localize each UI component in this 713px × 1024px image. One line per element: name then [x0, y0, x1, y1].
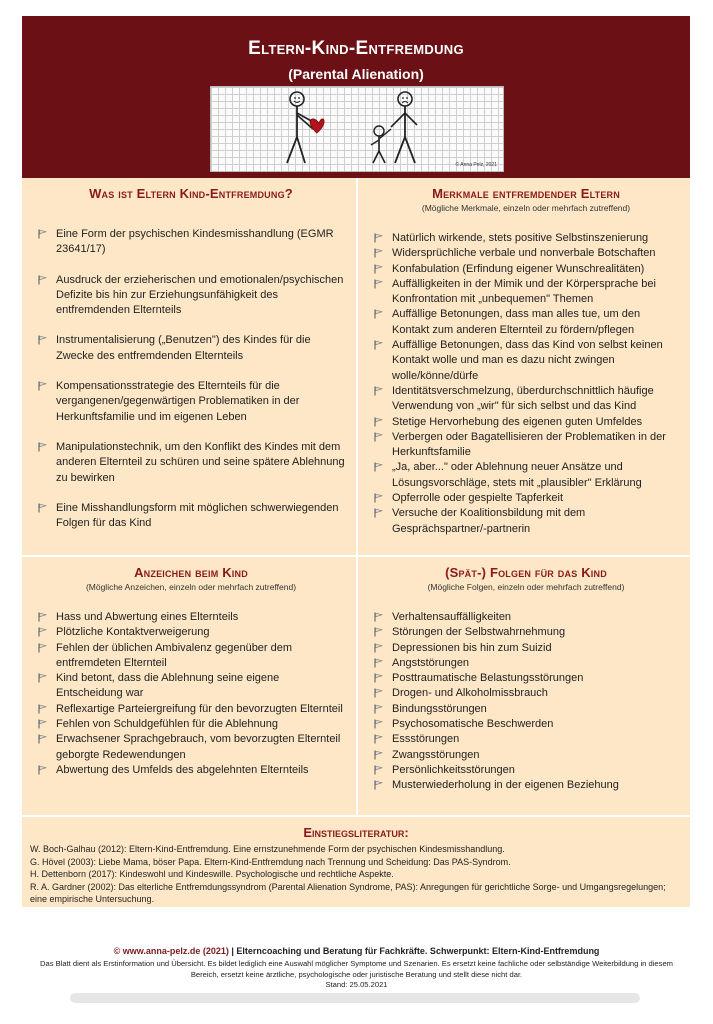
list-item: Posttraumatische Belastungsstörungen: [372, 671, 680, 686]
flag-bullet-icon: [38, 734, 47, 744]
flag-bullet-icon: [374, 264, 383, 274]
list-item: Persönlichkeitsstörungen: [372, 763, 680, 778]
flag-bullet-icon: [374, 417, 383, 427]
list-item: Identitätsverschmelzung, überdurchschnittlich häufige Verwendung von „wir" für sich selbst und das Kind: [372, 384, 680, 415]
list-item: Auffälligkeiten in der Mimik und der Körpersprache bei Konfrontation mit „unbequemen" Themen: [372, 277, 680, 308]
section-note: (Mögliche Folgen, einzeln oder mehrfach zutreffend): [427, 582, 625, 592]
list-item: Musterwiederholung in der eigenen Beziehung: [372, 778, 680, 793]
was-ist-list: [36, 227, 346, 531]
flag-bullet-icon: [38, 612, 47, 622]
section-merkmale: [356, 178, 690, 555]
illustration-credit: © Anna Pelz, 2021: [455, 162, 497, 168]
flag-bullet-icon: [38, 765, 47, 775]
list-item: Psychosomatische Beschwerden: [372, 717, 680, 732]
flag-bullet-icon: [374, 750, 383, 760]
list-item: Manipulationstechnik, um den Konflikt des Kindes mit dem anderen Elternteil zu schüren und seine spätere Ablehnung zu bewirken: [36, 440, 346, 486]
flag-bullet-icon: [374, 386, 383, 396]
list-item: Auffällige Betonungen, dass man alles tue, um den Kontakt zum anderen Elternteil zu fördern/pflegen: [372, 307, 680, 338]
merkmale-list: [372, 231, 680, 537]
flag-bullet-icon: [374, 508, 383, 518]
list-item: „Ja, aber..." oder Ablehnung neuer Ansätze und Lösungsvorschläge, stets mit „plausibler" Erklärung: [372, 460, 680, 491]
flag-bullet-icon: [374, 432, 383, 442]
flag-bullet-icon: [38, 503, 47, 513]
flag-bullet-icon: [38, 229, 47, 239]
anzeichen-list: [36, 610, 346, 778]
list-item: Stetige Hervorhebung des eigenen guten Umfeldes: [372, 415, 680, 430]
list-item: Verhaltensauffälligkeiten: [372, 610, 680, 625]
content-grid: [22, 178, 690, 815]
footer-date: Stand: 25.05.2021: [325, 980, 388, 989]
footer-site-link[interactable]: © www.anna-pelz.de (2021): [113, 946, 229, 956]
page-title: Eltern-Kind-Entfremdung: [248, 38, 464, 59]
flag-bullet-icon: [374, 643, 383, 653]
list-item: Konfabulation (Erfindung eigener Wunschrealitäten): [372, 262, 680, 277]
list-item: Verbergen oder Bagatellisieren der Problematiken in der Herkunftsfamilie: [372, 430, 680, 461]
flag-bullet-icon: [374, 704, 383, 714]
flag-bullet-icon: [374, 233, 383, 243]
list-item: Auffällige Betonungen, dass das Kind von selbst keinen Kontakt wolle und man es dazu nicht zwingen wolle/könne/dürfe: [372, 338, 680, 384]
list-item: Abwertung des Umfelds des abgelehnten Elternteils: [36, 763, 346, 778]
flag-bullet-icon: [374, 248, 383, 258]
flag-bullet-icon: [38, 627, 47, 637]
list-item: Hass und Abwertung eines Elternteils: [36, 610, 346, 625]
section-title: (Spät-) Folgen für das Kind: [445, 565, 607, 580]
list-item: Widersprüchliche verbale und nonverbale Botschaften: [372, 246, 680, 261]
list-item: Fehlen von Schuldgefühlen für die Ablehnung: [36, 717, 346, 732]
flag-bullet-icon: [374, 309, 383, 319]
flag-bullet-icon: [374, 780, 383, 790]
flag-bullet-icon: [374, 765, 383, 775]
footer: [30, 946, 683, 989]
info-sheet: [22, 16, 690, 907]
flag-bullet-icon: [38, 719, 47, 729]
flag-bullet-icon: [38, 442, 47, 452]
list-item: Störungen der Selbstwahrnehmung: [372, 625, 680, 640]
flag-bullet-icon: [374, 734, 383, 744]
section-note: (Mögliche Merkmale, einzeln oder mehrfach zutreffend): [421, 203, 631, 213]
flag-bullet-icon: [38, 275, 47, 285]
page-subtitle: (Parental Alienation): [288, 66, 424, 82]
flag-bullet-icon: [374, 493, 383, 503]
list-item: Zwangsstörungen: [372, 748, 680, 763]
section-title: Was ist Eltern Kind-Entfremdung?: [89, 186, 293, 201]
flag-bullet-icon: [38, 643, 47, 653]
flag-bullet-icon: [374, 719, 383, 729]
flag-bullet-icon: [374, 462, 383, 472]
section-note: (Mögliche Anzeichen, einzeln oder mehrfach zutreffend): [85, 582, 297, 592]
flag-bullet-icon: [374, 658, 383, 668]
flag-bullet-icon: [374, 688, 383, 698]
literature-section: [22, 815, 690, 907]
list-item: Erwachsener Sprachgebrauch, vom bevorzugten Elternteil geborgte Redewendungen: [36, 732, 346, 763]
folgen-list: [372, 610, 680, 794]
literature-item: H. Dettenborn (2017): Kindeswohl und Kindeswille. Psychologische und rechtliche Aspekte.: [30, 869, 394, 880]
flag-bullet-icon: [38, 335, 47, 345]
list-item: Ausdruck der erzieherischen und emotionalen/psychischen Defizite bis hin zur Erziehungsunfähigkeit des entfremdenden Elternteils: [36, 273, 346, 319]
flag-bullet-icon: [374, 673, 383, 683]
flag-bullet-icon: [38, 381, 47, 391]
list-item: Versuche der Koalitionsbildung mit dem Gesprächspartner/-partnerin: [372, 506, 680, 537]
list-item: Depressionen bis hin zum Suizid: [372, 641, 680, 656]
list-item: Reflexartige Parteiergreifung für den bevorzugten Elternteil: [36, 702, 346, 717]
literature-title: Einstiegsliteratur:: [303, 825, 409, 840]
list-item: Angststörungen: [372, 656, 680, 671]
list-item: Drogen- und Alkoholmissbrauch: [372, 686, 680, 701]
list-item: Opferrolle oder gespielte Tapferkeit: [372, 491, 680, 506]
list-item: Natürlich wirkende, stets positive Selbstinszenierung: [372, 231, 680, 246]
footer-disclaimer: Das Blatt dient als Erstinformation und Übersicht. Es bildet lediglich eine Auswahl möglicher Symptome und Szenarien. Es ersetzt keine fachliche oder selbständige Weiterbildung in diesem Bereich, ersetzt keine ärztliche, psychologische oder juristische Beratung und stellt diese nicht dar.: [39, 959, 673, 979]
list-item: Bindungsstörungen: [372, 702, 680, 717]
section-folgen: [356, 557, 690, 815]
flag-bullet-icon: [374, 279, 383, 289]
list-item: Essstörungen: [372, 732, 680, 747]
section-anzeichen: [22, 557, 356, 815]
footer-credit: [30, 946, 683, 956]
list-item: Fehlen der üblichen Ambivalenz gegenüber dem entfremdeten Elternteil: [36, 641, 346, 672]
section-was-ist: [22, 178, 356, 555]
literature-item: W. Boch-Galhau (2012): Eltern-Kind-Entfremdung. Eine ernstzunehmende Form der psychischen Kindesmisshandlung.: [30, 844, 505, 854]
list-item: Kompensationsstrategie des Elternteils für die vergangenen/gegenwärtigen Problematiken in der Herkunftsfamilie und im eigenen Leben: [36, 379, 346, 425]
stick-figure-illustration: [210, 86, 504, 172]
flag-bullet-icon: [38, 673, 47, 683]
footer-tagline: | Elterncoaching und Beratung für Fachkräfte. Schwerpunkt: Eltern-Kind-Entfremdung: [228, 946, 600, 956]
flag-bullet-icon: [38, 704, 47, 714]
list-item: Eine Form der psychischen Kindesmisshandlung (EGMR 23641/17): [36, 227, 346, 258]
literature-item: G. Hövel (2003): Liebe Mama, böser Papa. Eltern-Kind-Entfremdung nach Trennung und Scheidung: Das PAS-Syndrom.: [30, 856, 511, 867]
header-banner: [22, 16, 690, 178]
literature-item: R. A. Gardner (2002): Das elterliche Entfremdungssyndrom (Parental Alienation Syndrome, PAS): Anregungen für gerichtliche Sorge- und Umgangsregelungen; eine empirische Untersuchung.: [30, 881, 666, 905]
section-title: Merkmale entfremdender Eltern: [432, 186, 620, 201]
section-title: Anzeichen beim Kind: [134, 565, 248, 580]
page-scroll-bar: [70, 993, 640, 1003]
list-item: Eine Misshandlungsform mit möglichen schwerwiegenden Folgen für das Kind: [36, 501, 346, 532]
flag-bullet-icon: [374, 627, 383, 637]
list-item: Plötzliche Kontaktverweigerung: [36, 625, 346, 640]
flag-bullet-icon: [374, 340, 383, 350]
flag-bullet-icon: [374, 612, 383, 622]
list-item: Kind betont, dass die Ablehnung seine eigene Entscheidung war: [36, 671, 346, 702]
family-drawing-icon: [211, 87, 503, 171]
list-item: Instrumentalisierung („Benutzen") des Kindes für die Zwecke des entfremdenden Elternteils: [36, 333, 346, 364]
